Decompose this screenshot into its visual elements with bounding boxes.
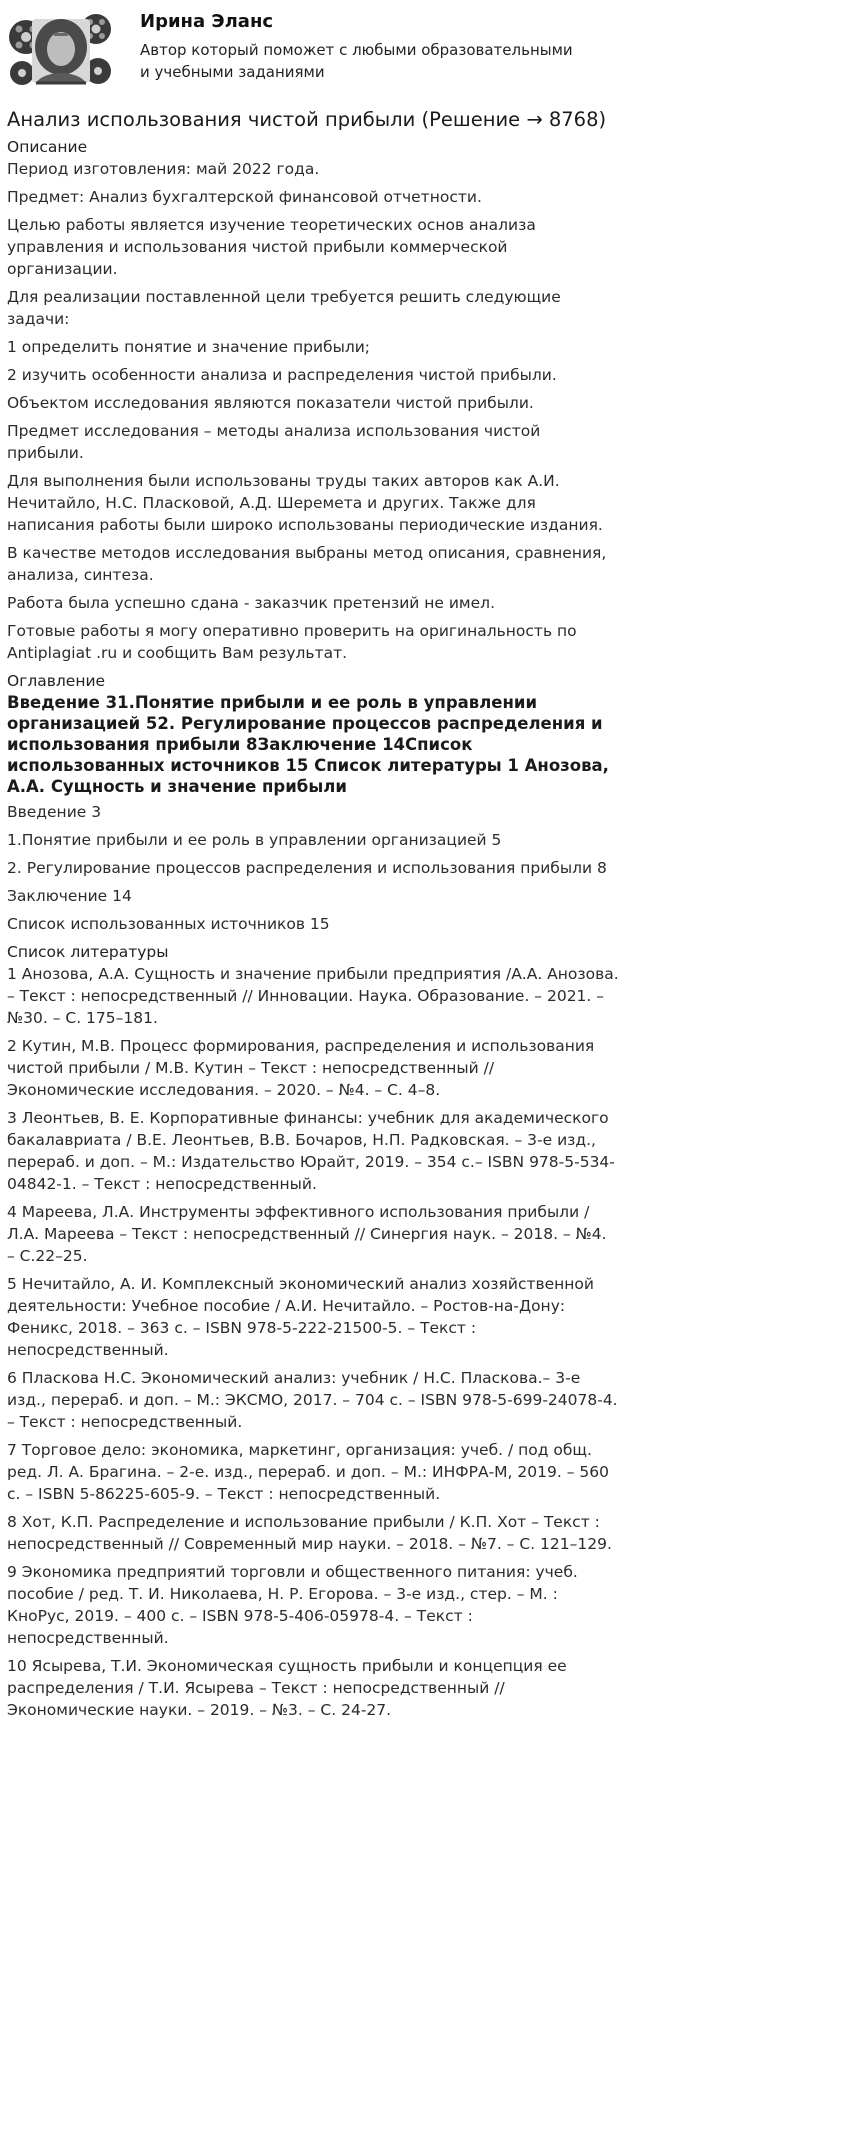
reference-item: 1 Анозова, А.А. Сущность и значение прибыли предприятия /А.А. Анозова. – Текст : непосредственный // Инновации. Наука. Образование. – 2021. – №30. – С. 175–181. [7, 965, 619, 1027]
author-name[interactable]: Ирина Эланс [140, 11, 274, 32]
paragraph: Для реализации поставленной цели требуется решить следующие задачи: [7, 288, 561, 328]
reference-item: 7 Торговое дело: экономика, маркетинг, организация: учеб. / под общ. ред. Л. А. Брагина. – 2-е. изд., перераб. и доп. – М.: ИНФРА-М, 2019. – 560 с. – ISBN 5-86225-605-9. – Текст : непосредственный. [7, 1441, 609, 1503]
author-card [4, 3, 620, 93]
reference-item: 8 Хот, К.П. Распределение и использование прибыли / К.П. Хот – Текст : непосредственный // Современный мир науки. – 2018. – №7. – С. 121–129. [7, 1513, 612, 1553]
toc-item: 1.Понятие прибыли и ее роль в управлении организацией 5 [7, 831, 502, 849]
avatar[interactable] [8, 9, 112, 91]
toc-item: Введение 3 [7, 803, 102, 821]
paragraph: 1 определить понятие и значение прибыли; [7, 338, 371, 356]
references-label: Список литературы [7, 943, 169, 961]
paragraph: В качестве методов исследования выбраны метод описания, сравнения, анализа, синтеза. [7, 544, 607, 584]
page-title: Анализ использования чистой прибыли (Решение → 8768) [7, 108, 607, 131]
description-paragraphs [7, 158, 619, 664]
toc-item: Заключение 14 [7, 887, 132, 905]
reference-item: 10 Ясырева, Т.И. Экономическая сущность прибыли и концепция ее распределения / Т.И. Ясырева – Текст : непосредственный // Экономические науки. – 2019. – №3. – С. 24-27. [7, 1657, 567, 1719]
reference-item: 6 Пласкова Н.С. Экономический анализ: учебник / Н.С. Пласкова.– 3-е изд., перераб. и доп. – М.: ЭКСМО, 2017. – 704 с. – ISBN 978-5-699-24078-4. – Текст : непосредственный. [7, 1369, 618, 1431]
paragraph: Предмет исследования – методы анализа использования чистой прибыли. [7, 422, 541, 462]
reference-item: 5 Нечитайло, А. И. Комплексный экономический анализ хозяйственной деятельности: Учебное пособие / А.И. Нечитайло. – Ростов-на-Дону: Феникс, 2018. – 363 с. – ISBN 978-5-222-21500-5. – Текст : непосредственный. [7, 1275, 594, 1359]
paragraph: Готовые работы я могу оперативно проверить на оригинальность по Antiplagiat .ru и сообщить Вам результат. [7, 622, 577, 662]
toc-heading: Введение 31.Понятие прибыли и ее роль в управлении организацией 52. Регулирование процессов распределения и использования прибыли 8Заключение 14Список использованных источников 15 Список литературы 1 Анозова, А.А. Сущность и значение прибыли [7, 693, 609, 796]
toc-item: Список использованных источников 15 [7, 915, 330, 933]
toc-item: 2. Регулирование процессов распределения и использования прибыли 8 [7, 859, 607, 877]
paragraph: Предмет: Анализ бухгалтерской финансовой отчетности. [7, 188, 482, 206]
paragraph: Целью работы является изучение теоретических основ анализа управления и использования чистой прибыли коммерческой организации. [7, 216, 536, 278]
toc-list [7, 801, 619, 935]
paragraph: Работа была успешно сдана - заказчик претензий не имел. [7, 594, 496, 612]
document-body [7, 106, 619, 1727]
paragraph: Объектом исследования являются показатели чистой прибыли. [7, 394, 534, 412]
toc-label: Оглавление [7, 672, 106, 690]
reference-item: 2 Кутин, М.В. Процесс формирования, распределения и использования чистой прибыли / М.В. Кутин – Текст : непосредственный // Экономические исследования. – 2020. – №4. – С. 4–8. [7, 1037, 595, 1099]
paragraph: Для выполнения были использованы труды таких авторов как А.И. Нечитайло, Н.С. Пласковой, А.Д. Шеремета и других. Также для написания работы были широко использованы периодические издания. [7, 472, 603, 534]
references-list [7, 963, 619, 1721]
reference-item: 4 Мареева, Л.А. Инструменты эффективного использования прибыли / Л.А. Мареева – Текст : непосредственный // Синергия наук. – 2018. – №4. – С.22–25. [7, 1203, 607, 1265]
paragraph: Период изготовления: май 2022 года. [7, 160, 320, 178]
paragraph: 2 изучить особенности анализа и распределения чистой прибыли. [7, 366, 557, 384]
author-description: Автор который поможет с любыми образовательными и учебными заданиями [140, 41, 573, 81]
description-label: Описание [7, 138, 88, 156]
reference-item: 3 Леонтьев, В. Е. Корпоративные финансы: учебник для академического бакалавриата / В.Е. Леонтьев, В.В. Бочаров, Н.П. Радковская. – 3-е изд., перераб. и доп. – М.: Издательство Юрайт, 2019. – 354 с.– ISBN 978-5-534-04842-1. – Текст : непосредственный. [7, 1109, 615, 1193]
reference-item: 9 Экономика предприятий торговли и общественного питания: учеб. пособие / ред. Т. И. Николаева, Н. Р. Егорова. – 3-е изд., стер. – М. : КноРус, 2019. – 400 с. – ISBN 978-5-406-05978-4. – Текст : непосредственный. [7, 1563, 578, 1647]
film-reel-avatar-icon [8, 9, 112, 91]
